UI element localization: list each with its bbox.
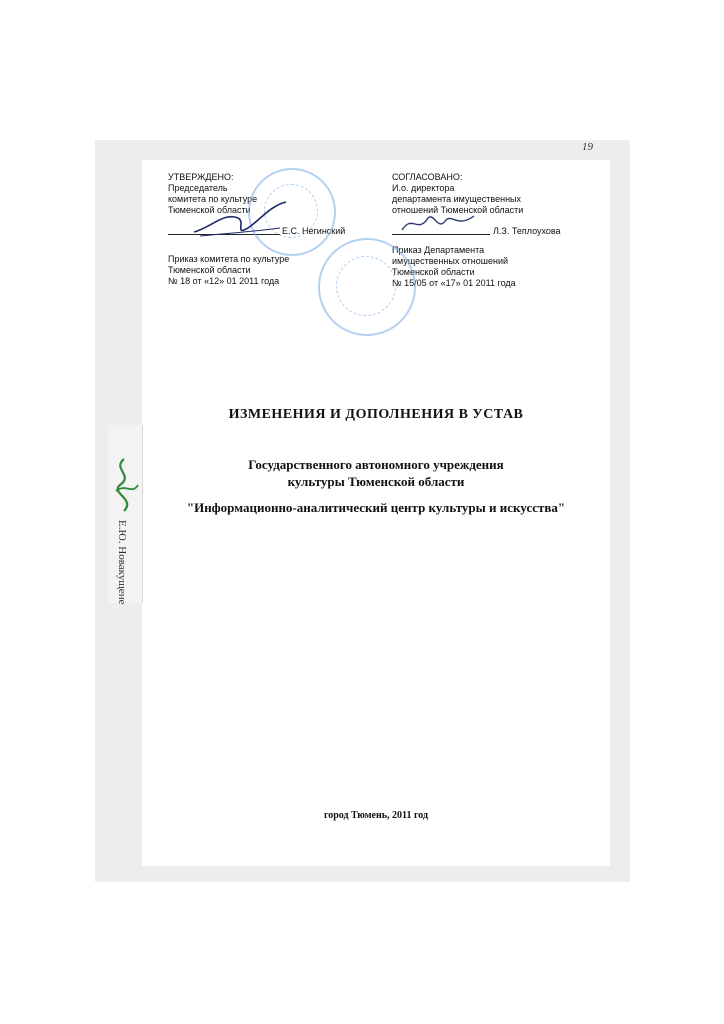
agreed-order-1: Приказ Департамента (392, 245, 485, 255)
binding-note: Е.Ю. Новакущене (116, 520, 128, 605)
approved-line-1: Председатель (168, 183, 228, 193)
approved-heading: УТВЕРЖДЕНО: (168, 172, 234, 182)
approved-line-3: Тюменской области (168, 205, 251, 215)
stamp-right-inner (336, 256, 396, 316)
approved-signer: Е.С. Негинский (282, 226, 346, 236)
document-subtitle-3: "Информационно-аналитический центр культуры и искусства" (186, 500, 566, 515)
approved-order-3: № 18 от «12» 01 2011 года (168, 276, 280, 286)
binding-signature (108, 455, 142, 519)
approved-line-2: комитета по культуре (168, 194, 258, 204)
document-title: ИЗМЕНЕНИЯ И ДОПОЛНЕНИЯ В УСТАВ (228, 407, 524, 422)
page-number: 19 (582, 141, 593, 153)
agreed-order-3: Тюменской области (392, 267, 475, 277)
signature-left (190, 198, 290, 242)
agreed-signer: Л.З. Теплоухова (493, 226, 561, 236)
approved-order-2: Тюменской области (168, 265, 251, 275)
agreed-line-3: отношений Тюменской области (392, 205, 524, 215)
agreed-heading: СОГЛАСОВАНО: (392, 172, 463, 182)
approved-order-1: Приказ комитета по культуре (168, 254, 290, 264)
stamp-right (318, 238, 416, 336)
signature-right (398, 208, 478, 238)
document-subtitle-2: культуры Тюменской области (287, 474, 465, 489)
agreed-order-4: № 15/05 от «17» 01 2011 года (392, 278, 516, 288)
agreed-line-1: И.о. директора (392, 183, 455, 193)
document-subtitle-1: Государственного автономного учреждения (248, 457, 504, 472)
agreed-line-2: департамента имущественных (392, 194, 522, 204)
document-footer: город Тюмень, 2011 год (323, 810, 429, 821)
agreed-order-2: имущественных отношений (392, 256, 508, 266)
